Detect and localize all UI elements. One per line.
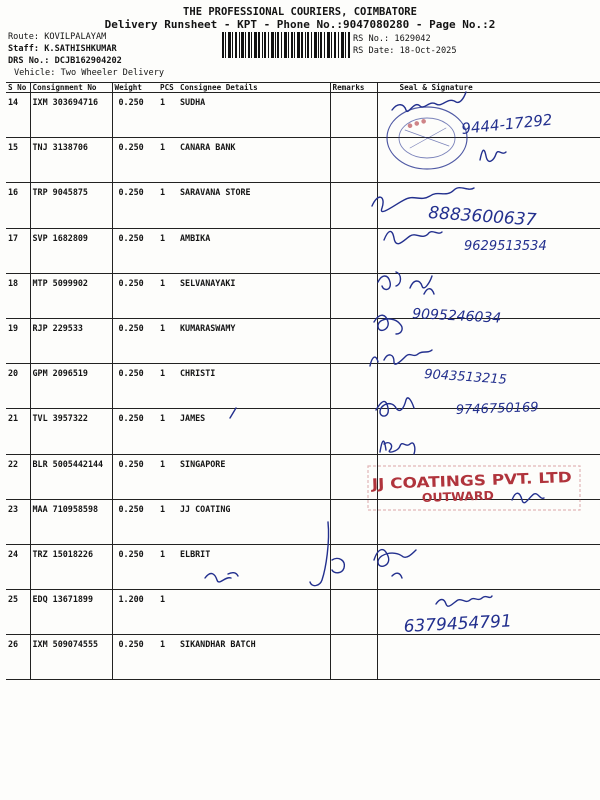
cell-remarks: [330, 364, 377, 409]
staff-label: Staff:: [8, 44, 40, 54]
col-pcs: PCS: [158, 83, 178, 93]
cell-weight: 0.250: [112, 228, 158, 273]
handwritten-phone-26: 6379454791: [403, 611, 513, 637]
cell-consignment: TNJ 3138706: [30, 138, 112, 183]
table-row: [6, 499, 600, 544]
table-row: [6, 138, 600, 183]
cell-pcs: 1: [158, 318, 178, 363]
cell-consignment: IXM 303694716: [30, 93, 112, 138]
cell-weight: 0.250: [112, 273, 158, 318]
cell-weight: 0.250: [112, 499, 158, 544]
cell-weight: 0.250: [112, 364, 158, 409]
table-row: [6, 409, 600, 454]
cell-signature: [377, 273, 600, 318]
table-header-row: [6, 83, 600, 93]
col-sno: S No: [6, 83, 30, 93]
cell-consignment: TRP 9045875: [30, 183, 112, 228]
route-line: [8, 32, 106, 42]
cell-consignee: AMBIKA: [178, 228, 330, 273]
cell-pcs: 1: [158, 544, 178, 589]
cell-signature: [377, 544, 600, 589]
route-label: Route:: [8, 32, 40, 42]
table-row: [6, 590, 600, 635]
cell-consignee: JJ COATING: [178, 499, 330, 544]
cell-remarks: [330, 590, 377, 635]
cell-consignee: SIKANDHAR BATCH: [178, 635, 330, 680]
rs-value: 1629042: [394, 34, 431, 44]
cell-signature: [377, 590, 600, 635]
cell-sno: 26: [6, 635, 30, 680]
staff-line: [8, 44, 117, 54]
cell-signature: [377, 93, 600, 138]
cell-consignee: JAMES: [178, 409, 330, 454]
cell-weight: 0.250: [112, 635, 158, 680]
table-row: [6, 183, 600, 228]
cell-remarks: [330, 409, 377, 454]
cell-weight: 0.250: [112, 454, 158, 499]
cell-weight: 0.250: [112, 409, 158, 454]
cell-pcs: 1: [158, 93, 178, 138]
cell-sno: 24: [6, 544, 30, 589]
stamp-company-name: JJ COATINGS PVT. LTD: [371, 470, 545, 493]
cell-signature: [377, 409, 600, 454]
cell-signature: [377, 228, 600, 273]
cell-sno: 21: [6, 409, 30, 454]
cell-sno: 15: [6, 138, 30, 183]
table-row: [6, 454, 600, 499]
table-row: [6, 228, 600, 273]
cell-consignment: BLR 5005442144: [30, 454, 112, 499]
cell-consignee: SINGAPORE: [178, 454, 330, 499]
cell-weight: 0.250: [112, 183, 158, 228]
cell-sno: 17: [6, 228, 30, 273]
rs-date-value: 18-Oct-2025: [399, 46, 457, 56]
cell-remarks: [330, 183, 377, 228]
cell-consignment: GPM 2096519: [30, 364, 112, 409]
table-row: [6, 318, 600, 363]
cell-consignment: MTP 5099902: [30, 273, 112, 318]
cell-signature: [377, 138, 600, 183]
rs-date-line: [353, 46, 457, 56]
vehicle-label: Vehicle:: [14, 68, 56, 78]
cell-pcs: 1: [158, 635, 178, 680]
handwritten-phone-20: 9043513215: [423, 367, 508, 388]
handwritten-phone-16: 8883600637: [427, 203, 537, 231]
col-seal-signature: Seal & Signature: [377, 83, 600, 93]
cell-consignee: SARAVANA STORE: [178, 183, 330, 228]
cell-consignee: [178, 590, 330, 635]
cell-signature: [377, 635, 600, 680]
rs-label: RS No.:: [353, 34, 390, 44]
col-consignment: Consignment No: [30, 83, 112, 93]
rs-date-label: RS Date:: [353, 46, 395, 56]
cell-sno: 19: [6, 318, 30, 363]
runsheet-table: [6, 82, 600, 680]
cell-remarks: [330, 228, 377, 273]
cell-remarks: [330, 499, 377, 544]
vehicle-value: Two Wheeler Delivery: [60, 68, 165, 78]
cell-consignment: TRZ 15018226: [30, 544, 112, 589]
cell-signature: [377, 454, 600, 499]
table-row: [6, 364, 600, 409]
cell-weight: 0.250: [112, 93, 158, 138]
col-weight: Weight: [112, 83, 158, 93]
cell-remarks: [330, 93, 377, 138]
cell-pcs: 1: [158, 138, 178, 183]
cell-remarks: [330, 544, 377, 589]
cell-pcs: 1: [158, 273, 178, 318]
stamp-outward: OUTWARD: [421, 488, 492, 505]
cell-sno: 25: [6, 590, 30, 635]
route-value: KOVILPALAYAM: [44, 32, 107, 42]
table-row: [6, 93, 600, 138]
cell-signature: [377, 318, 600, 363]
cell-sno: 16: [6, 183, 30, 228]
cell-pcs: 1: [158, 499, 178, 544]
cell-signature: [377, 183, 600, 228]
drs-line: [8, 56, 122, 66]
cell-weight: 1.200: [112, 590, 158, 635]
cell-sno: 14: [6, 93, 30, 138]
staff-value: K.SATHISHKUMAR: [44, 44, 117, 54]
col-remarks: Remarks: [330, 83, 377, 93]
cell-pcs: 1: [158, 183, 178, 228]
cell-signature: [377, 364, 600, 409]
cell-remarks: [330, 454, 377, 499]
handwritten-phone-17: 9629513534: [464, 239, 547, 254]
cell-pcs: 1: [158, 228, 178, 273]
cell-consignee: CANARA BANK: [178, 138, 330, 183]
table-row: [6, 273, 600, 318]
table-row: [6, 544, 600, 589]
company-title: THE PROFESSIONAL COURIERS, COIMBATORE: [183, 6, 417, 18]
cell-consignee: SELVANAYAKI: [178, 273, 330, 318]
cell-pcs: 1: [158, 364, 178, 409]
cell-remarks: [330, 318, 377, 363]
cell-consignment: IXM 509074555: [30, 635, 112, 680]
cell-consignee: SUDHA: [178, 93, 330, 138]
cell-signature: [377, 499, 600, 544]
cell-consignment: TVL 3957322: [30, 409, 112, 454]
cell-weight: 0.250: [112, 318, 158, 363]
barcode-icon: [222, 32, 350, 58]
cell-weight: 0.250: [112, 544, 158, 589]
cell-sno: 18: [6, 273, 30, 318]
seal-text-14: ● ● ●: [406, 117, 428, 130]
cell-consignment: MAA 710958598: [30, 499, 112, 544]
cell-pcs: 1: [158, 409, 178, 454]
cell-pcs: 1: [158, 590, 178, 635]
vehicle-line: [14, 68, 164, 78]
cell-consignee: CHRISTI: [178, 364, 330, 409]
cell-consignment: EDQ 13671899: [30, 590, 112, 635]
col-consignee: Consignee Details: [178, 83, 330, 93]
handwritten-phone-21: 9746750169: [455, 400, 539, 418]
cell-sno: 23: [6, 499, 30, 544]
table-row: [6, 635, 600, 680]
rs-number-line: [353, 34, 431, 44]
cell-consignee: ELBRIT: [178, 544, 330, 589]
cell-consignee: KUMARASWAMY: [178, 318, 330, 363]
cell-sno: 22: [6, 454, 30, 499]
handwritten-phone-19: 9095246034: [411, 306, 502, 327]
cell-consignment: SVP 1682809: [30, 228, 112, 273]
handwritten-phone-14: 9444-17292: [460, 110, 554, 138]
drs-label: DRS No.:: [8, 56, 50, 66]
cell-remarks: [330, 138, 377, 183]
cell-pcs: 1: [158, 454, 178, 499]
cell-consignment: RJP 229533: [30, 318, 112, 363]
cell-sno: 20: [6, 364, 30, 409]
cell-remarks: [330, 273, 377, 318]
cell-weight: 0.250: [112, 138, 158, 183]
drs-value: DCJB162904202: [54, 56, 122, 66]
runsheet-subtitle: Delivery Runsheet - KPT - Phone No.:9047080280 - Page No.:2: [104, 18, 496, 31]
cell-remarks: [330, 635, 377, 680]
